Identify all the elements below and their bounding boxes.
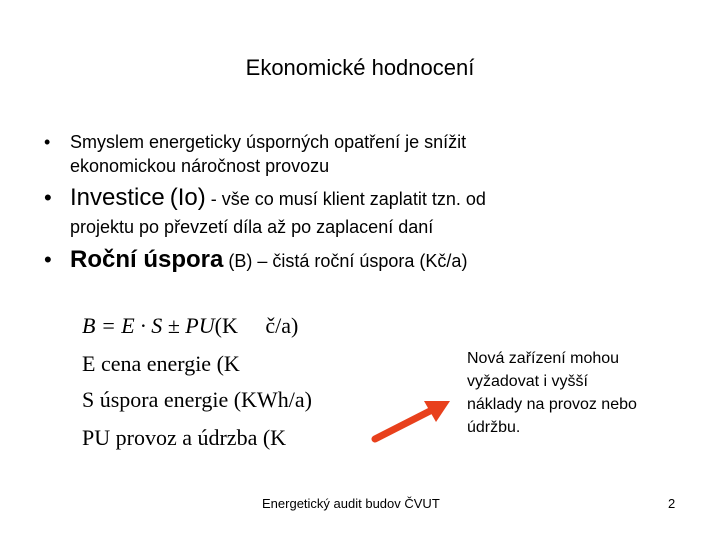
note-line: vyžadovat i vyšší bbox=[467, 373, 588, 390]
bullet-line bbox=[70, 184, 684, 213]
bullet-text: (B) – čistá roční úspora (Kč/a) bbox=[223, 251, 468, 271]
arrow-icon bbox=[370, 395, 460, 445]
bullet-item-annual-savings bbox=[44, 245, 684, 276]
bullet-dot-icon: • bbox=[44, 247, 52, 272]
note-line: Nová zařízení mohou bbox=[467, 350, 620, 367]
page-number: 2 bbox=[668, 496, 676, 511]
slide-title: Ekonomické hodnocení bbox=[245, 55, 475, 80]
bullet-code: (Io) bbox=[169, 184, 206, 211]
formula-main bbox=[82, 313, 298, 339]
note-line: náklady na provoz nebo bbox=[467, 396, 637, 413]
bullet-heading: Investice bbox=[70, 184, 165, 211]
bullet-item-purpose bbox=[44, 130, 684, 178]
formula-line-energy-saving: S úspora energie (KWh/a) bbox=[82, 387, 312, 412]
formula-line-operation-maintenance: PU provoz a údrzba (K bbox=[82, 425, 287, 450]
note-line: údržbu. bbox=[467, 419, 521, 436]
bullet-item-investment bbox=[44, 184, 684, 241]
formula-expression: B = E · S ± PU bbox=[82, 313, 215, 338]
note-text bbox=[467, 347, 697, 439]
bullet-line: ekonomickou náročnost provozu bbox=[70, 156, 330, 176]
bullet-text: - vše co musí klient zaplatit tzn. od bbox=[205, 189, 486, 209]
bullet-line: Smyslem energeticky úsporných opatření je snížit bbox=[70, 132, 467, 152]
bullet-dot-icon: • bbox=[44, 132, 51, 152]
bullet-heading: Roční úspora bbox=[70, 246, 224, 273]
bullet-list bbox=[44, 130, 684, 276]
formula-unit: (K č/a) bbox=[214, 313, 299, 338]
bullet-line bbox=[70, 245, 684, 276]
bullet-line: projektu po převzetí díla až po zaplacení daní bbox=[70, 217, 434, 237]
footer-text: Energetický audit budov ČVUT bbox=[262, 496, 440, 511]
bullet-dot-icon: • bbox=[44, 185, 52, 210]
formula-line-energy-price: E cena energie (K bbox=[82, 351, 240, 376]
